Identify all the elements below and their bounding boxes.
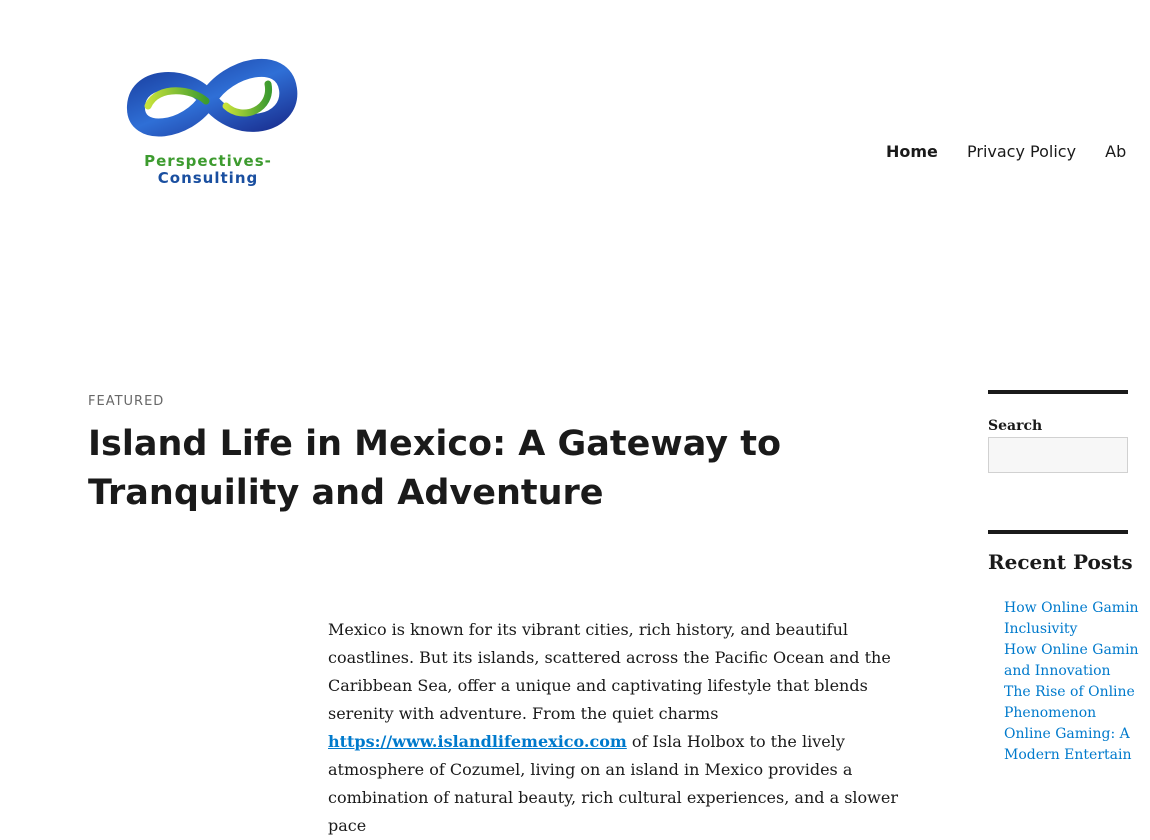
nav-item-home[interactable]: Home bbox=[886, 142, 938, 161]
recent-post-link[interactable]: How Online Gamin bbox=[1004, 600, 1139, 616]
recent-post-link[interactable]: and Innovation bbox=[1004, 663, 1111, 679]
post-category[interactable]: FEATURED bbox=[88, 394, 165, 409]
widget-divider bbox=[988, 390, 1128, 394]
recent-posts-title: Recent Posts bbox=[988, 550, 1133, 574]
paragraph-text-end: of Isla Holbox to the lively atmosphere of Cozumel, living on an island in Mexico provides a combination of natural beauty, rich cultural experiences, and a slower pace bbox=[328, 732, 898, 835]
paragraph-text-start: Mexico is known for its vibrant cities, rich history, and beautiful coastlines. But its islands, scattered across the Pacific Ocean and the Caribbean Sea, offer a unique and captivating lifestyle that blends serenity with adventure. From the quiet charms bbox=[328, 620, 891, 723]
nav-item-privacy-policy[interactable]: Privacy Policy bbox=[967, 142, 1077, 161]
infinity-logo-icon bbox=[118, 44, 298, 154]
recent-post-link[interactable]: Phenomenon bbox=[1004, 705, 1097, 721]
logo-text-line1: Perspectives- bbox=[144, 152, 272, 170]
search-label: Search bbox=[988, 418, 1043, 434]
widget-divider bbox=[988, 530, 1128, 534]
nav-item-about[interactable]: Ab bbox=[1105, 142, 1127, 161]
recent-post-link[interactable]: Inclusivity bbox=[1004, 621, 1078, 637]
post-paragraph bbox=[328, 616, 928, 840]
site-logo[interactable] bbox=[118, 44, 298, 194]
recent-post-link[interactable]: Online Gaming: A bbox=[1004, 726, 1130, 742]
sidebar bbox=[988, 390, 1139, 763]
list-item bbox=[1004, 682, 1134, 724]
list-item bbox=[1004, 640, 1139, 682]
recent-post-link[interactable]: The Rise of Online bbox=[1004, 684, 1135, 700]
recent-posts-list bbox=[1004, 598, 1139, 766]
recent-post-link[interactable]: Modern Entertain bbox=[1004, 747, 1132, 763]
post-link[interactable]: https://www.islandlifemexico.com bbox=[328, 732, 627, 751]
post-content bbox=[328, 616, 928, 840]
primary-nav bbox=[886, 142, 1150, 161]
search-input[interactable] bbox=[988, 437, 1128, 473]
list-item bbox=[1004, 724, 1134, 766]
list-item bbox=[1004, 598, 1139, 640]
recent-post-link[interactable]: How Online Gamin bbox=[1004, 642, 1139, 658]
post-title: Island Life in Mexico: A Gateway to Tranquility and Adventure bbox=[88, 424, 782, 513]
logo-text-line2: Consulting bbox=[157, 169, 259, 187]
